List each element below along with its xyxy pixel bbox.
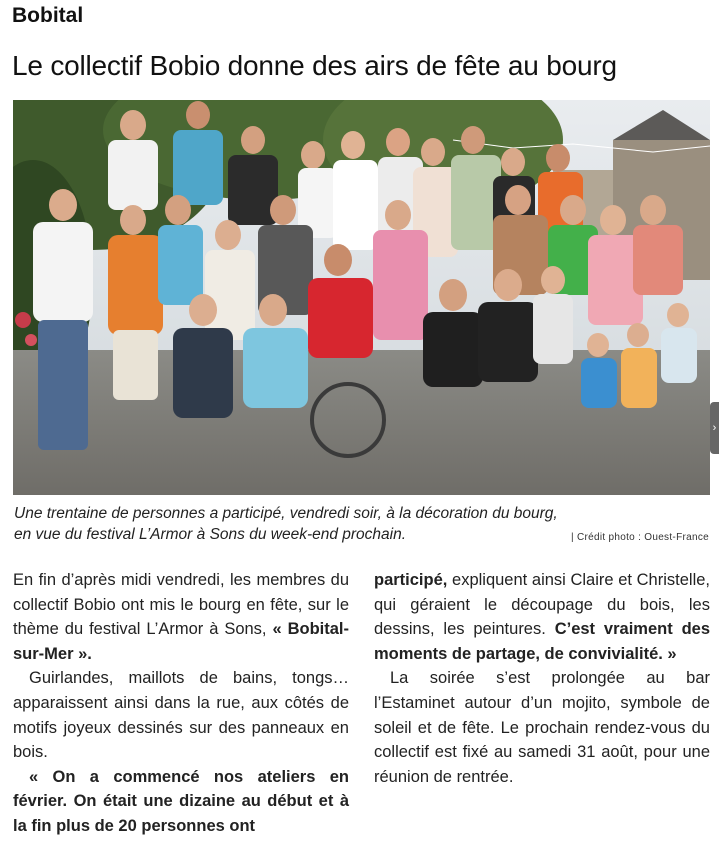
article-column-right (374, 568, 710, 789)
scroll-tab-chevron-icon[interactable]: › (710, 402, 719, 454)
group-photo-illustration (13, 100, 710, 495)
article-column-left (13, 568, 349, 839)
paragraph-5: La soirée s’est prolongée au bar l’Estaminet autour d’un mojito, symbole de soleil et de fête. Le prochain rendez-vous du collectif est fixé au samedi 31 août, pour une réunion de rentrée. (374, 669, 710, 786)
paragraph-1-text: En fin d’après midi vendredi, les membres du collectif Bobio ont mis le bourg en fête, sur le thème du festival L’Armor à Sons, (13, 571, 349, 639)
article-headline: Le collectif Bobio donne des airs de fête au bourg (12, 50, 617, 81)
caption-line-1: Une trentaine de personnes a participé, vendredi soir, à la décoration du bourg, (14, 505, 558, 522)
group-photo (13, 100, 710, 495)
caption-line-2: en vue du festival L’Armor à Sons du week-end prochain. (14, 526, 407, 543)
location-kicker: Bobital (12, 4, 84, 27)
paragraph-2: Guirlandes, maillots de bains, tongs… apparaissent ainsi dans la rue, aux côtés de motifs joyeux dessinés sur des panneaux en bois. (13, 669, 349, 762)
paragraph-4-text: expliquent ainsi Claire et Christelle, qui géraient le découpage du bois, les dessins, les peintures. (374, 571, 710, 639)
paragraph-4-bold-start: participé, (374, 571, 448, 589)
paragraph-1 (13, 568, 349, 666)
paragraph-4-bold-end: C’est vraiment des moments de partage, de convivialité. » (374, 620, 710, 663)
paragraph-3-quote: « On a commencé nos ateliers en février. On était une dizaine au début et à la fin plus de 20 personnes ont (13, 767, 349, 835)
photo-credit: | Crédit photo : Ouest-France (570, 532, 709, 543)
paragraph-4 (374, 568, 710, 666)
paragraph-1-bold: « Bobital-sur-Mer ». (13, 620, 349, 663)
